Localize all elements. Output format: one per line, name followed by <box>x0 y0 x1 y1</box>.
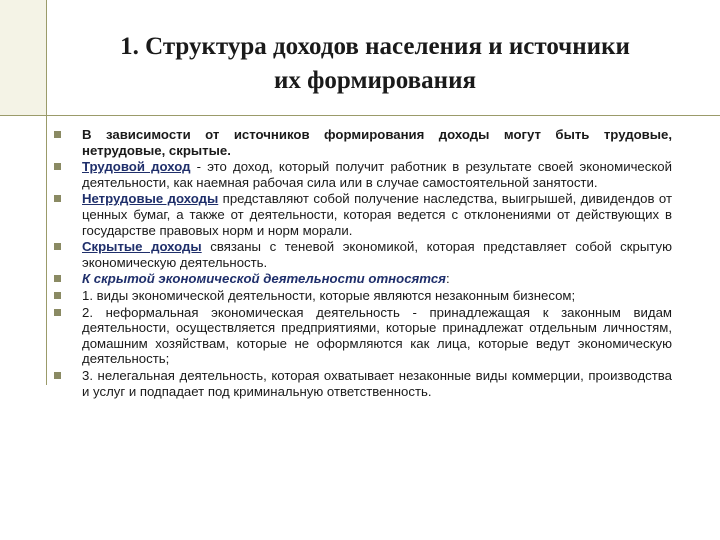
list-item <box>82 305 672 367</box>
list-item <box>82 368 672 399</box>
item-text: связаны с теневой экономикой, которая представляет собой скрытую экономическую деятельность. <box>82 239 672 270</box>
item-text: представляют собой получение наследства, выигрышей, дивидендов от ценных бумаг, а также от деятельности, которая ведется с отклонениями от действующих в государстве правовых норм и норм морали. <box>82 191 672 238</box>
item-text: 2. неформальная экономическая деятельность - принадлежащая к законным видам деятельности, осуществляется предприятиями, которые принадлежат отдельным личностям, домашним хозяйствам, которые не оформляются как лица, которые ведут экономическую деятельность; <box>82 304 672 367</box>
square-bullet-icon <box>54 275 61 282</box>
item-term: Нетрудовые доходы <box>82 191 219 207</box>
list-item <box>82 127 672 158</box>
item-term: Трудовой доход <box>82 159 191 175</box>
list-item <box>82 239 672 270</box>
horizontal-divider <box>0 115 720 116</box>
list-item <box>82 159 672 190</box>
list-item <box>82 271 672 287</box>
vertical-divider <box>46 0 47 385</box>
square-bullet-icon <box>54 131 61 138</box>
item-term: Скрытые доходы <box>82 239 202 255</box>
item-term: К скрытой экономической деятельности относятся <box>82 271 446 287</box>
list-item <box>82 288 672 304</box>
square-bullet-icon <box>54 163 61 170</box>
slide-title <box>60 30 690 98</box>
square-bullet-icon <box>54 243 61 250</box>
item-text: 3. нелегальная деятельность, которая охватывает незаконные виды коммерции, производства и услуг и подпадает под криминальную ответственность. <box>82 367 672 399</box>
corner-decoration <box>0 0 46 115</box>
title-line-2: их формирования <box>273 67 477 94</box>
item-text: - это доход, который получит работник в результате своей экономической деятельности, как наемная рабочая сила или в случае самостоятельной занятости. <box>82 159 672 190</box>
square-bullet-icon <box>54 309 61 316</box>
item-text: В зависимости от источников формирования доходы могут быть трудовые, нетрудовые, скрытые. <box>82 127 672 158</box>
title-line-1: 1. Структура доходов населения и источники <box>120 33 630 60</box>
item-text: : <box>445 271 450 287</box>
square-bullet-icon <box>54 372 61 379</box>
square-bullet-icon <box>54 292 61 299</box>
bullet-list <box>82 127 672 400</box>
square-bullet-icon <box>54 195 61 202</box>
list-item <box>82 191 672 238</box>
item-text: 1. виды экономической деятельности, которые являются незаконным бизнесом; <box>82 287 576 303</box>
